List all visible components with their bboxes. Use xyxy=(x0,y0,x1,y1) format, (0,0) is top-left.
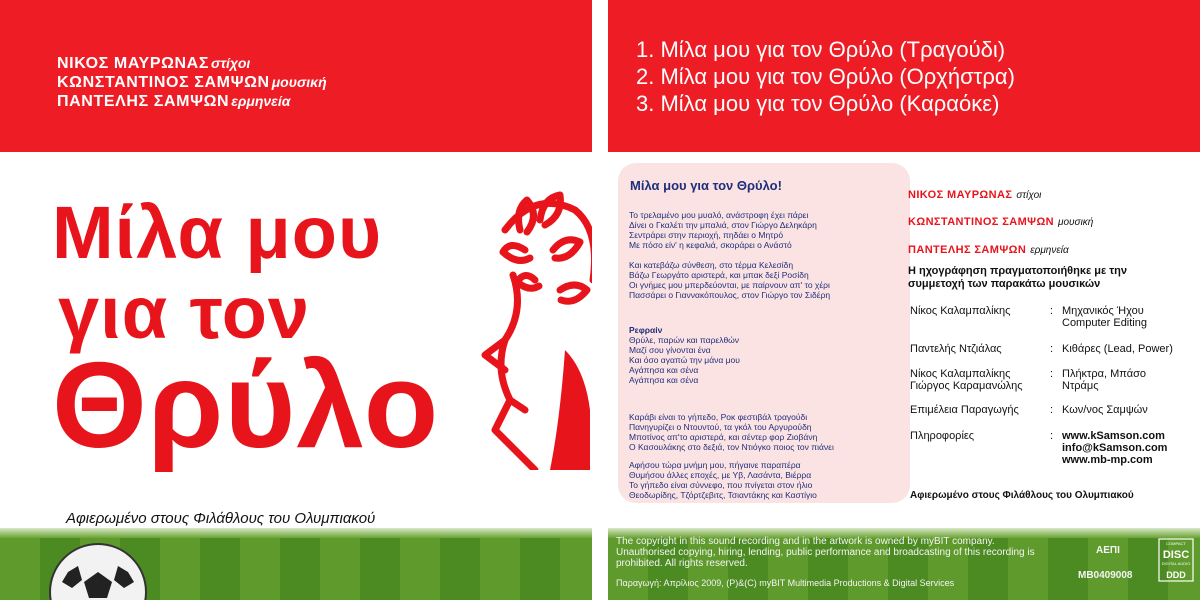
svg-text:DISC: DISC xyxy=(1162,549,1190,561)
lyrics-refrain: Ρεφραίν Θρύλε, παρών και παρελθών Μαζί σου γίνονται ένα Και όσο αγαπώ την μάνα μου Αγάπησα και σένα Αγάπησα και σένα xyxy=(629,325,740,385)
front-cover xyxy=(0,0,592,600)
lyrics-title: Μίλα μου για τον Θρύλο! xyxy=(630,178,782,193)
panel-divider xyxy=(592,0,608,600)
production-credit: Παραγωγή: Απρίλιος 2009, (P)&(C) myBIT Multimedia Productions & Digital Services xyxy=(616,578,955,588)
album-title-line-3: Θρύλο xyxy=(52,337,440,473)
album-title-line-2: για τον xyxy=(58,271,311,354)
olympiacos-laurel-head-icon xyxy=(465,170,592,470)
track-1: 1. Μίλα μου για τον Θρύλο (Τραγούδι) xyxy=(636,37,1006,62)
back-credit-performance: ΠΑΝΤΕΛΗΣ ΣΑΜΨΩΝ ερμηνεία xyxy=(908,244,1069,256)
back-credit-lyrics: ΝΙΚΟΣ ΜΑΥΡΩΝΑΣ στίχοι xyxy=(908,189,1042,201)
recording-note: Η ηχογράφηση πραγματοποιήθηκε με την συμμετοχή των παρακάτω μουσικών xyxy=(908,265,1128,290)
website-link[interactable]: www.kSamson.com xyxy=(1062,430,1165,442)
track-3: 3. Μίλα μου για τον Θρύλο (Καραόκε) xyxy=(636,91,1000,116)
lyrics-verse-1: Το τρελαμένο μου μυαλό, ανάστροφη έχει πάρει Δίνει ο Γκαλέτι την μπαλιά, στον Γιώργο Δεληκάρη Σεντράρει στην περιοχή, πηδάει ο Μητρό Με πόσο είν' η κεφαλιά, σκοράρει ο Ανάστό xyxy=(629,210,817,250)
svg-text:DDD: DDD xyxy=(1166,570,1186,580)
soccer-ball-icon xyxy=(48,542,148,600)
email-link[interactable]: info@kSamson.com xyxy=(1062,442,1168,454)
svg-text:COMPACT: COMPACT xyxy=(1166,541,1186,546)
svg-text:DIGITAL AUDIO: DIGITAL AUDIO xyxy=(1161,561,1191,566)
credit-lyrics: ΝΙΚΟΣ ΜΑΥΡΩΝΑΣ στίχοι xyxy=(57,55,251,72)
lyrics-verse-2: Και κατεβάζω σύνθεση, στο τέρμα Κελεσίδη Βάζω Γεωργάτο αριστερά, και μπακ δεξί Ροσίδη Οι γνήμες μου μπερδεύονται, με παίρνουν απ' το χέρι Πασσάρει ο Γιαννακόπουλος, στον Γιώργο τον Σιδέρη xyxy=(629,260,831,300)
grass-horizon xyxy=(0,528,592,538)
copyright-notice: The copyright in this sound recording and in the artwork is owned by myBIT company. Unauthorised copying, hiring, lending, public performance and broadcasting of this recording is prohibited. All rights reserved. xyxy=(616,536,1035,569)
lyrics-verse-4: Αφήσου τώρα μνήμη μου, πήγαινε παραπέρα Θυμήσου άλλες εποχές, με Υβ, Λασάντα, Βιέρρα Το γήπεδο είναι σύννεφο, που πνίγεται στον ήλιο Θεοδωρίδης, Τζόρτζεβιτς, Τσιαντάκης και Καστίγιο xyxy=(629,460,817,500)
aepi-label: ΑΕΠΙ xyxy=(1096,545,1120,556)
back-cover: 1. Μίλα μου για τον Θρύλο (Τραγούδι) 2. Μίλα μου για τον Θρύλο (Ορχήστρα) 3. Μίλα μου για τον Θρύλο (Καραόκε) Μίλα μου για τον Θρύλο! Το τρελαμένο μου μυαλό, ανάστροφη έχει πάρει Δίνει ο Γκαλέτι την μπαλιά, στον Γιώργο Δεληκάρη Σεντράρει στην περιοχή, πηδάει ο Μητρό Με πόσο είν' η κεφαλιά, σκοράρει ο Ανάστό Και κατεβάζω σύνθεση, στο τέρμα Κελεσίδη Βάζω Γεωργάτο αριστερά, και μπακ δεξί Ροσίδη Οι γνήμες μου μπερδεύονται, με παίρνουν απ' το χέρι Πασσάρει ο Γιαννακόπουλος, στον Γιώργο τον Σιδέρη Ρεφραίν Θρύλε, παρών και παρελθών Μαζί σου γίνονται ένα Και όσο αγαπώ την μάνα μου Αγάπησα και σένα Αγάπησα και σένα Καράβι είναι το γήπεδο, Ροκ φεστιβάλ τραγούδι Πανηγυρίζει ο Ντουντού, τα γκόλ του Αργυρούδη Μποτίνος απ'το αριστερά, και σέντερ φορ Ζιοβάνη Ο Κασουλάκης στο δεξιά, τον Ντιόγκο ποιος τον πιάνει Αφήσου τώρα μνήμη μου, πήγαινε παραπέρα Θυμήσου άλλες εποχές, με Υβ, Λασάντα, Βιέρρα Το γήπεδο είναι σύννεφο, που πνίγεται στον ήλιο Θεοδωρίδης, Τζόρτζεβιτς, Τσιαντάκης και Καστίγιο ΝΙΚΟΣ ΜΑΥΡΩΝΑΣ στίχοι ΚΩΝΣΤΑΝΤΙΝΟΣ ΣΑΜΨΩΝ μουσική ΠΑΝΤΕΛΗΣ ΣΑΜΨΩΝ ερμηνεία Η ηχογράφηση πραγματοποιήθηκε με την συμμετοχή των παρακάτω μουσικών Νίκος Καλαμπαλίκης : Μηχανικός Ήχου Computer Editing Παντελής Ντζιάλας : Κιθάρες (Lead, Power) Νίκος Καλαμπαλίκης Γιώργος Καραμανώλης : Πλήκτρα, Μπάσο Ντράμς Επιμέλεια Παραγωγής : Κων/νος Σαμψών Πληροφορίες : www.kSamson.com info@kSamson.com www.mb-mp.com Αφιερωμένο στους Φιλάθλους του Ολυμπιακού The copyright in this sound recording and in the artwork is owned by myBIT company. Unauthorised copying, hiring, lending, public performance and broadcasting of this recording is prohibited. All rights reserved. Παραγωγή: Απρίλιος 2009, (P)&(C) myBIT Multimedia Productions & Digital Services ΑΕΠΙ MB0409008 COMPACT DISC DIGITAL AUDIO DDD xyxy=(608,0,1200,600)
track-2: 2. Μίλα μου για τον Θρύλο (Ορχήστρα) xyxy=(636,64,1015,89)
lyrics-verse-3: Καράβι είναι το γήπεδο, Ροκ φεστιβάλ τραγούδι Πανηγυρίζει ο Ντουντού, τα γκόλ του Αργυρούδη Μποτίνος απ'το αριστερά, και σέντερ φορ Ζιοβάνη Ο Κασουλάκης στο δεξιά, τον Ντιόγκο ποιος τον πιάνει xyxy=(629,412,834,452)
tracklist xyxy=(636,36,1015,117)
front-dedication: Αφιερωμένο στους Φιλάθλους του Ολυμπιακού xyxy=(66,510,376,527)
catalog-number: MB0409008 xyxy=(1078,570,1133,581)
front-credits xyxy=(57,54,327,111)
back-credit-music: ΚΩΝΣΤΑΝΤΙΝΟΣ ΣΑΜΨΩΝ μουσική xyxy=(908,216,1094,228)
credit-music: ΚΩΝΣΤΑΝΤΙΝΟΣ ΣΑΜΨΩΝ μουσική xyxy=(57,74,327,91)
back-dedication: Αφιερωμένο στους Φιλάθλους του Ολυμπιακού xyxy=(910,490,1134,501)
website-link[interactable]: www.mb-mp.com xyxy=(1062,454,1153,466)
compact-disc-logo-icon xyxy=(1158,538,1194,582)
credit-performance: ΠΑΝΤΕΛΗΣ ΣΑΜΨΩΝ ερμηνεία xyxy=(57,93,291,110)
album-title-line-1: Μίλα μου xyxy=(52,191,383,274)
